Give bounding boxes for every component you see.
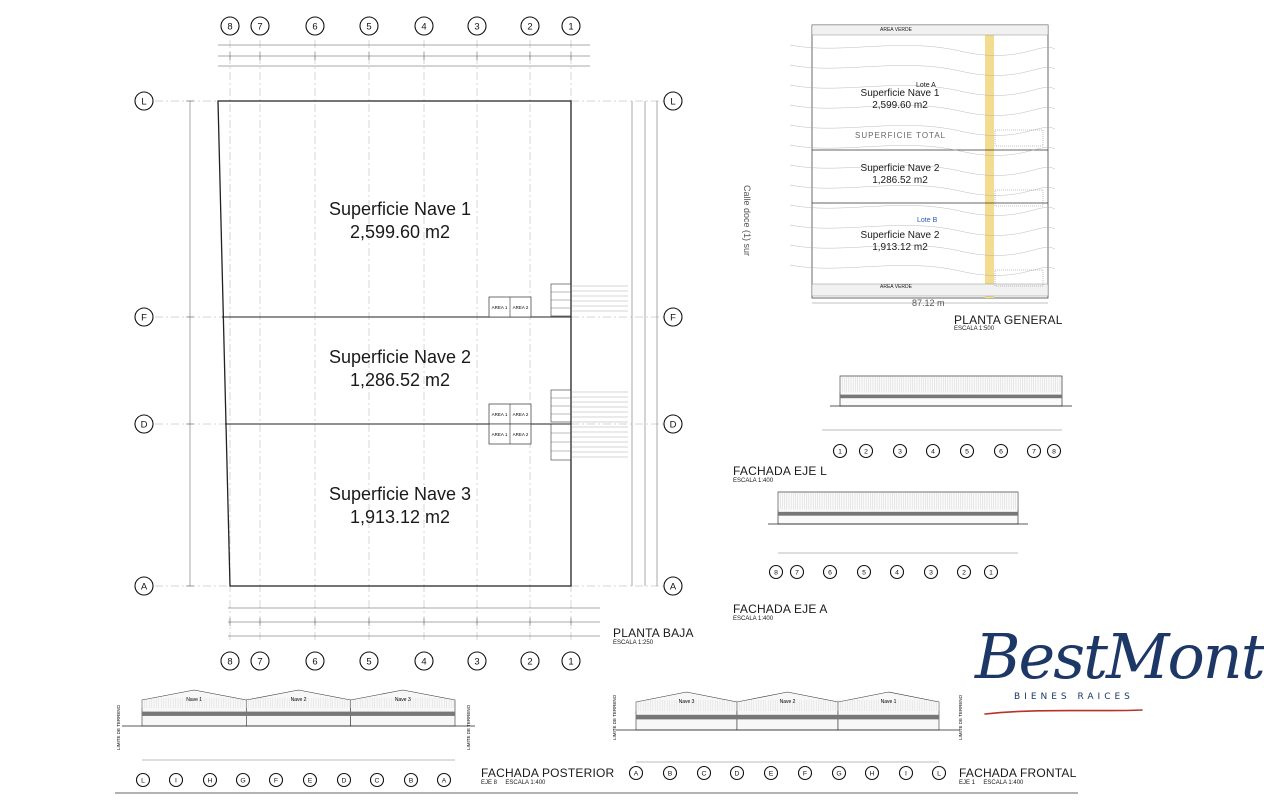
logo-wordmark: BestMont [975,620,1264,693]
axis-row-left-F [135,308,153,326]
fachada-posterior-elevation-nave-label: Nave 2 [290,697,307,703]
fachada-a-axis-2 [958,566,971,579]
fachada-posterior-axis-H [204,774,217,787]
axis-col-top-2-text: 2 [527,21,533,33]
fachada-frontal-axis-D [731,767,744,780]
fachadas-drawing [115,376,1078,793]
fachada-frontal-axis-A [630,767,643,780]
fachada-l-axis-1-text: 1 [838,448,842,456]
fachada-frontal-axis-C [698,767,711,780]
axis-row-left-A-text: A [140,581,148,593]
general-nave-2 [860,163,940,187]
planta-baja-title: PLANTA BAJA [613,626,694,640]
axis-row-left-D-text: D [140,419,148,431]
fachada-posterior-axis-L-text: L [141,777,145,785]
axis-col-top-6-text: 6 [312,21,318,33]
fachada-a-axis-6 [824,566,837,579]
axis-col-top-7 [251,17,269,35]
fachada-posterior-axis-E-text: E [307,777,313,785]
fachada-l-axis-2-text: 2 [864,448,868,456]
axis-col-top-7-text: 7 [257,21,263,33]
general-lot-outline [812,25,1048,298]
fachada-frontal-scale: ESCALA 1:400 [983,780,1024,786]
fachada-a-axis-8 [770,566,783,579]
fachada-l-axis-6-text: 6 [999,448,1003,456]
general-parking-1 [995,190,1043,206]
general-lote-a: Lote A [916,82,936,89]
general-bottom-dim: 87.12 m [912,298,945,308]
fachada-posterior-axis-A [438,774,451,787]
nave-1-area: 2,599.60 m2 [349,222,451,242]
fachada-posterior-sub [481,780,545,786]
fachada-l-axis-3 [894,445,907,458]
fachada-posterior-limit-left: LIMITE DE TERRENO [116,704,121,750]
axis-row-left-A [135,577,153,595]
fachada-a-axis-1-text: 1 [989,569,993,577]
fachada-posterior-axis-I [170,774,183,787]
fachada-l-axis-4 [927,445,940,458]
fachada-posterior-axis-F-text: F [273,777,279,785]
axis-row-right-L-text: L [670,96,676,108]
fachada-posterior-axis-I-text: I [175,777,177,785]
fachada-a-axis-4 [891,566,904,579]
rooms-nave-2-top-label-2: AREA 2 [512,412,529,417]
rooms-nave-2-bottom [489,424,531,444]
fachada-frontal-axis-D-text: D [734,770,740,778]
fachada-a-elevation-band [778,512,1018,516]
planta-general-scale: ESCALA 1:500 [954,326,995,332]
axis-col-top-5 [360,17,378,35]
fachada-frontal-axis-G-text: G [836,770,842,778]
fachada-posterior-axis-G [237,774,250,787]
fachada-a-axis-3 [925,566,938,579]
axis-col-top-4-text: 4 [421,21,427,33]
logo-swoosh [985,710,1142,714]
axis-col-bottom-8 [221,652,239,670]
fachada-frontal-axis-E [765,767,778,780]
fachada-a-axis-7-text: 7 [795,569,799,577]
axis-col-top-8-text: 8 [227,21,233,33]
axis-col-top-2 [521,17,539,35]
general-area-verde-top-band [812,25,1048,35]
fachada-a-axis-2-text: 2 [962,569,966,577]
general-nave-3 [860,230,940,254]
fachada-frontal-elevation-band [636,715,939,720]
axis-col-bottom-1-text: 1 [568,656,574,668]
general-nave-1-name: Superficie Nave 1 [860,88,940,99]
axis-col-top-1 [562,17,580,35]
axis-col-bottom-6 [306,652,324,670]
fachada-posterior-elevation [122,690,475,726]
axis-col-bottom-4-text: 4 [421,656,427,668]
fachada-a-axis-8-text: 8 [774,569,778,577]
axis-col-top-6 [306,17,324,35]
fachada-l-axis-5 [961,445,974,458]
axis-col-bottom-3-text: 3 [474,656,480,668]
fachada-a-axis-3-text: 3 [929,569,933,577]
fachada-posterior-axis-L [137,774,150,787]
fachada-frontal-axis-A-text: A [633,770,639,778]
fachada-frontal-axis-I-text: I [905,770,907,778]
rooms-nave-2-bottom-label-1: AREA 1 [491,432,508,437]
fachada-frontal-elevation-nave-label: Nave 3 [678,699,695,705]
nave-1-name: Superficie Nave 1 [328,199,472,219]
fachada-a-axis-4-text: 4 [895,569,899,577]
fachada-frontal-eje: EJE 1 [959,780,976,786]
fachada-frontal-axis-F [799,767,812,780]
axis-row-right-F-text: F [670,312,676,324]
general-superficie-total: SUPERFICIE TOTAL [855,131,947,140]
fachada-l-axis-1 [834,445,847,458]
fachada-posterior-axis-D [338,774,351,787]
fachada-frontal-axis-C-text: C [701,770,707,778]
fachada-posterior-eje: EJE 8 [481,780,498,786]
rooms-nave-1-label-1: AREA 1 [491,305,508,310]
fachada-frontal-axis-G [833,767,846,780]
axis-col-top-1-text: 1 [568,21,574,33]
axis-row-right-D [664,415,682,433]
fachada-frontal-axis-E-text: E [768,770,774,778]
fachada-posterior-limit-right: LIMITE DE TERRENO [466,704,471,750]
fachada-l-axis-8-text: 8 [1052,448,1056,456]
axis-row-right-L [664,92,682,110]
fachada-l-axis-6 [995,445,1008,458]
nave-3-label [300,483,500,529]
fachada-l-axis-3-text: 3 [898,448,902,456]
axis-row-right-A [664,577,682,595]
axis-col-top-5-text: 5 [366,21,372,33]
fachada-l-title: FACHADA EJE L [733,464,827,478]
fachada-posterior-axis-B [405,774,418,787]
general-nave-2-area: 1,286.52 m2 [872,175,928,186]
nave-2-name: Superficie Nave 2 [328,347,472,367]
planta-baja-scale: ESCALA 1:250 [613,640,654,646]
fachada-frontal-axis-I [900,767,913,780]
general-parking-0 [995,130,1043,146]
axis-col-bottom-7 [251,652,269,670]
general-contour-line [790,265,1055,275]
fachada-frontal-axis-H [866,767,879,780]
fachada-frontal-axis-B [664,767,677,780]
fachada-a-elevation [768,492,1028,524]
fachada-posterior-axis-G-text: G [240,777,246,785]
fachada-posterior-elevation-nave-label: Nave 3 [394,697,411,703]
general-street: Calle doce (1) sur [742,185,752,257]
fachada-a-scale: ESCALA 1:400 [733,616,774,622]
axis-col-bottom-7-text: 7 [257,656,263,668]
fachada-posterior-axis-D-text: D [341,777,347,785]
fachada-a-axis-5 [858,566,871,579]
axis-row-right-A-text: A [669,581,677,593]
axis-col-bottom-1 [562,652,580,670]
fachada-l-axis-7-text: 7 [1032,448,1036,456]
nave-2-area: 1,286.52 m2 [349,370,451,390]
fachada-frontal-title: FACHADA FRONTAL [959,766,1077,780]
fachada-posterior-title: FACHADA POSTERIOR [481,766,615,780]
rooms-nave-1 [489,297,531,317]
general-area-verde-bottom: AREA VERDE [880,284,912,290]
general-contour-line [790,65,1055,75]
axis-row-right-D-text: D [669,419,677,431]
fachada-frontal-axis-B-text: B [667,770,673,778]
fachada-l-axis-8 [1048,445,1061,458]
fachada-posterior-scale: ESCALA 1:400 [505,780,546,786]
axis-col-top-8 [221,17,239,35]
nave-3-name: Superficie Nave 3 [328,484,472,504]
general-lote-b: Lote B [917,217,938,224]
axis-col-top-3 [468,17,486,35]
rooms-nave-2-bottom-label-2: AREA 2 [512,432,529,437]
fachada-l-axis-7 [1028,445,1041,458]
nave-1-label [300,198,500,244]
axis-row-left-D [135,415,153,433]
fachada-frontal-elevation-nave-label: Nave 2 [779,699,796,705]
axis-col-bottom-2 [521,652,539,670]
fachada-frontal-axis-F-text: F [802,770,808,778]
fachada-posterior-elevation-band [142,712,455,716]
rooms-nave-2-top [489,404,531,424]
general-contour-line [790,45,1055,55]
general-contour-line [790,205,1055,215]
axis-col-top-3-text: 3 [474,21,480,33]
nave-3-area: 1,913.12 m2 [349,507,451,527]
fachada-posterior-axis-C-text: C [374,777,380,785]
general-area-verde-top: AREA VERDE [880,27,912,33]
axis-col-bottom-5 [360,652,378,670]
rooms-nave-2-top-label-1: AREA 1 [491,412,508,417]
fachada-l-elevation [830,376,1072,406]
axis-col-bottom-8-text: 8 [227,656,233,668]
fachada-l-axis-2 [860,445,873,458]
fachada-frontal-limit-right: LIMITE DE TERRENO [958,694,963,740]
axis-col-bottom-3 [468,652,486,670]
logo-underline [985,710,1142,714]
rooms-nave-1-label-2: AREA 2 [512,305,529,310]
axis-row-left-F-text: F [141,312,147,324]
axis-col-bottom-5-text: 5 [366,656,372,668]
nave-2-label [300,346,500,392]
fachada-l-elevation-body [840,376,1062,406]
fachada-frontal-axis-L-text: L [937,770,941,778]
fachada-posterior-axis-A-text: A [441,777,447,785]
axis-col-bottom-2-text: 2 [527,656,533,668]
general-nave-3-name: Superficie Nave 2 [860,230,940,241]
fachada-a-axis-5-text: 5 [862,569,866,577]
fachada-a-elevation-body [778,492,1018,524]
fachada-a-axis-7 [791,566,804,579]
fachada-posterior-axis-F [270,774,283,787]
fachada-a-title: FACHADA EJE A [733,602,828,616]
fachada-l-axis-5-text: 5 [965,448,969,456]
general-nave-1-area: 2,599.60 m2 [872,100,928,111]
planta-general-title: PLANTA GENERAL [954,313,1063,327]
general-nave-3-area: 1,913.12 m2 [872,242,928,253]
fachada-a-axis-6-text: 6 [828,569,832,577]
fachada-frontal-axis-H-text: H [869,770,875,778]
fachada-posterior-axis-B-text: B [408,777,414,785]
logo-tagline: BIENES RAICES [1014,692,1134,702]
fachada-l-elevation-band [840,395,1062,399]
fachada-posterior-elevation-nave-label: Nave 1 [186,697,203,703]
general-nave-2-name: Superficie Nave 2 [860,163,940,174]
axis-col-bottom-4 [415,652,433,670]
planta-baja-drawing [135,17,682,670]
axis-row-right-F [664,308,682,326]
fachada-posterior-axis-C [371,774,384,787]
general-access-strip [985,25,994,298]
axis-col-bottom-6-text: 6 [312,656,318,668]
general-parking-2 [995,270,1043,286]
fachada-l-axis-4-text: 4 [931,448,935,456]
axis-row-left-L [135,92,153,110]
fachada-frontal-elevation-nave-label: Nave 1 [880,699,897,705]
axis-col-top-4 [415,17,433,35]
fachada-frontal-elevation [616,692,959,730]
fachada-posterior-axis-H-text: H [207,777,213,785]
fachada-frontal-axis-L [933,767,946,780]
axis-row-left-L-text: L [141,96,147,108]
fachada-frontal-sub [959,780,1023,786]
fachada-l-scale: ESCALA 1:400 [733,478,774,484]
general-nave-1 [860,88,940,112]
fachada-a-axis-1 [985,566,998,579]
fachada-frontal-limit-left: LIMITE DE TERRENO [612,694,617,740]
fachada-posterior-axis-E [304,774,317,787]
